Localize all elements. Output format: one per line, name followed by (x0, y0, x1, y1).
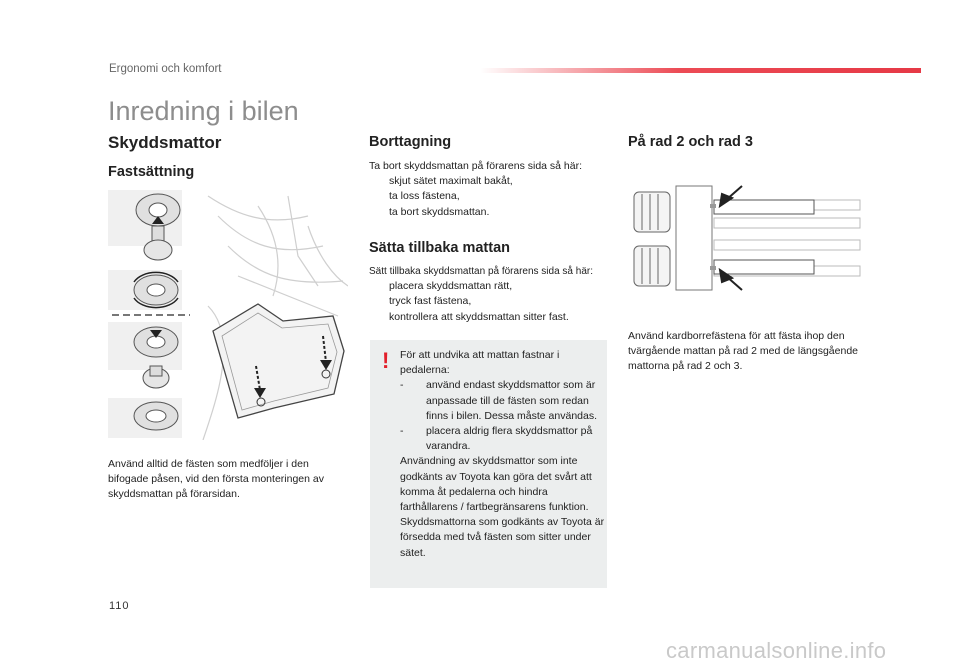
rear-mats-illustration (630, 180, 862, 298)
list-item: ta loss fästena, (389, 190, 460, 203)
warning-item: - placera aldrig flera skyddsmattor på varandra. (400, 425, 593, 453)
removal-intro: Ta bort skyddsmattan på förarens sida så här: (369, 160, 583, 172)
list-item: tryck fast fästena, (389, 295, 472, 308)
heading-attachment: Fastsättning (108, 164, 195, 180)
heading-protective-mats: Skyddsmattor (108, 133, 222, 152)
warning-intro: För att undvika att mattan fastnar i pedalerna: (400, 349, 560, 377)
removal-steps (369, 174, 609, 220)
mat-bottom (714, 260, 814, 274)
warning-icon: ! (382, 348, 390, 373)
list-item: kontrollera att skyddsmattan sitter fast. (389, 310, 569, 323)
heading-removal: Borttagning (369, 134, 452, 150)
warning-item: - använd endast skyddsmattor som är anpassade till de fästen som redan finns i bilen. Dessa måste användas. (400, 379, 598, 422)
hook-fastener (710, 204, 716, 208)
warning-paragraph: Användning av skyddsmattor som inte godkänts av Toyota kan göra det svårt att komma åt pedalerna och hindra farthållarens / fartbegränsarens funktion. (400, 455, 592, 514)
mat-attachment-illustration (108, 186, 348, 440)
header-accent-bar (480, 68, 921, 73)
heading-rows-2-3: På rad 2 och rad 3 (628, 134, 753, 150)
seat-sketch (634, 192, 670, 286)
page-title: Inredning i bilen (108, 96, 299, 126)
attachment-caption: Använd alltid de fästen som medföljer i den bifogade påsen, vid den första monteringen av skyddsmattan på förarsidan. (108, 458, 324, 501)
warning-paragraph: Skyddsmattorna som godkänts av Toyota är försedda med två fästen som sitter under sätet. (400, 516, 605, 559)
heading-refit: Sätta tillbaka mattan (369, 240, 511, 256)
refit-steps (369, 279, 614, 325)
watermark: carmanualsonline.info (666, 638, 887, 663)
list-item: placera skyddsmattan rätt, (389, 280, 513, 293)
step-panels (108, 190, 190, 438)
rows-caption: Använd kardborrefästena för att fästa ihop den tvärgående mattan på rad 2 med de längsgående mattorna på rad 2 och 3. (628, 330, 859, 373)
hook-fastener (710, 266, 716, 270)
transverse-mat (676, 186, 712, 290)
warning-text (400, 348, 605, 561)
refit-instructions (369, 264, 614, 325)
list-item: ta bort skyddsmattan. (389, 205, 490, 218)
page-number: 110 (109, 600, 130, 612)
section-title: Ergonomi och komfort (109, 63, 222, 75)
list-item: skjut sätet maximalt bakåt, (389, 175, 513, 188)
warning-box (370, 340, 607, 588)
refit-intro: Sätt tillbaka skyddsmattan på förarens sida så här: (369, 266, 594, 277)
mat-top (714, 200, 814, 214)
removal-instructions (369, 159, 609, 220)
